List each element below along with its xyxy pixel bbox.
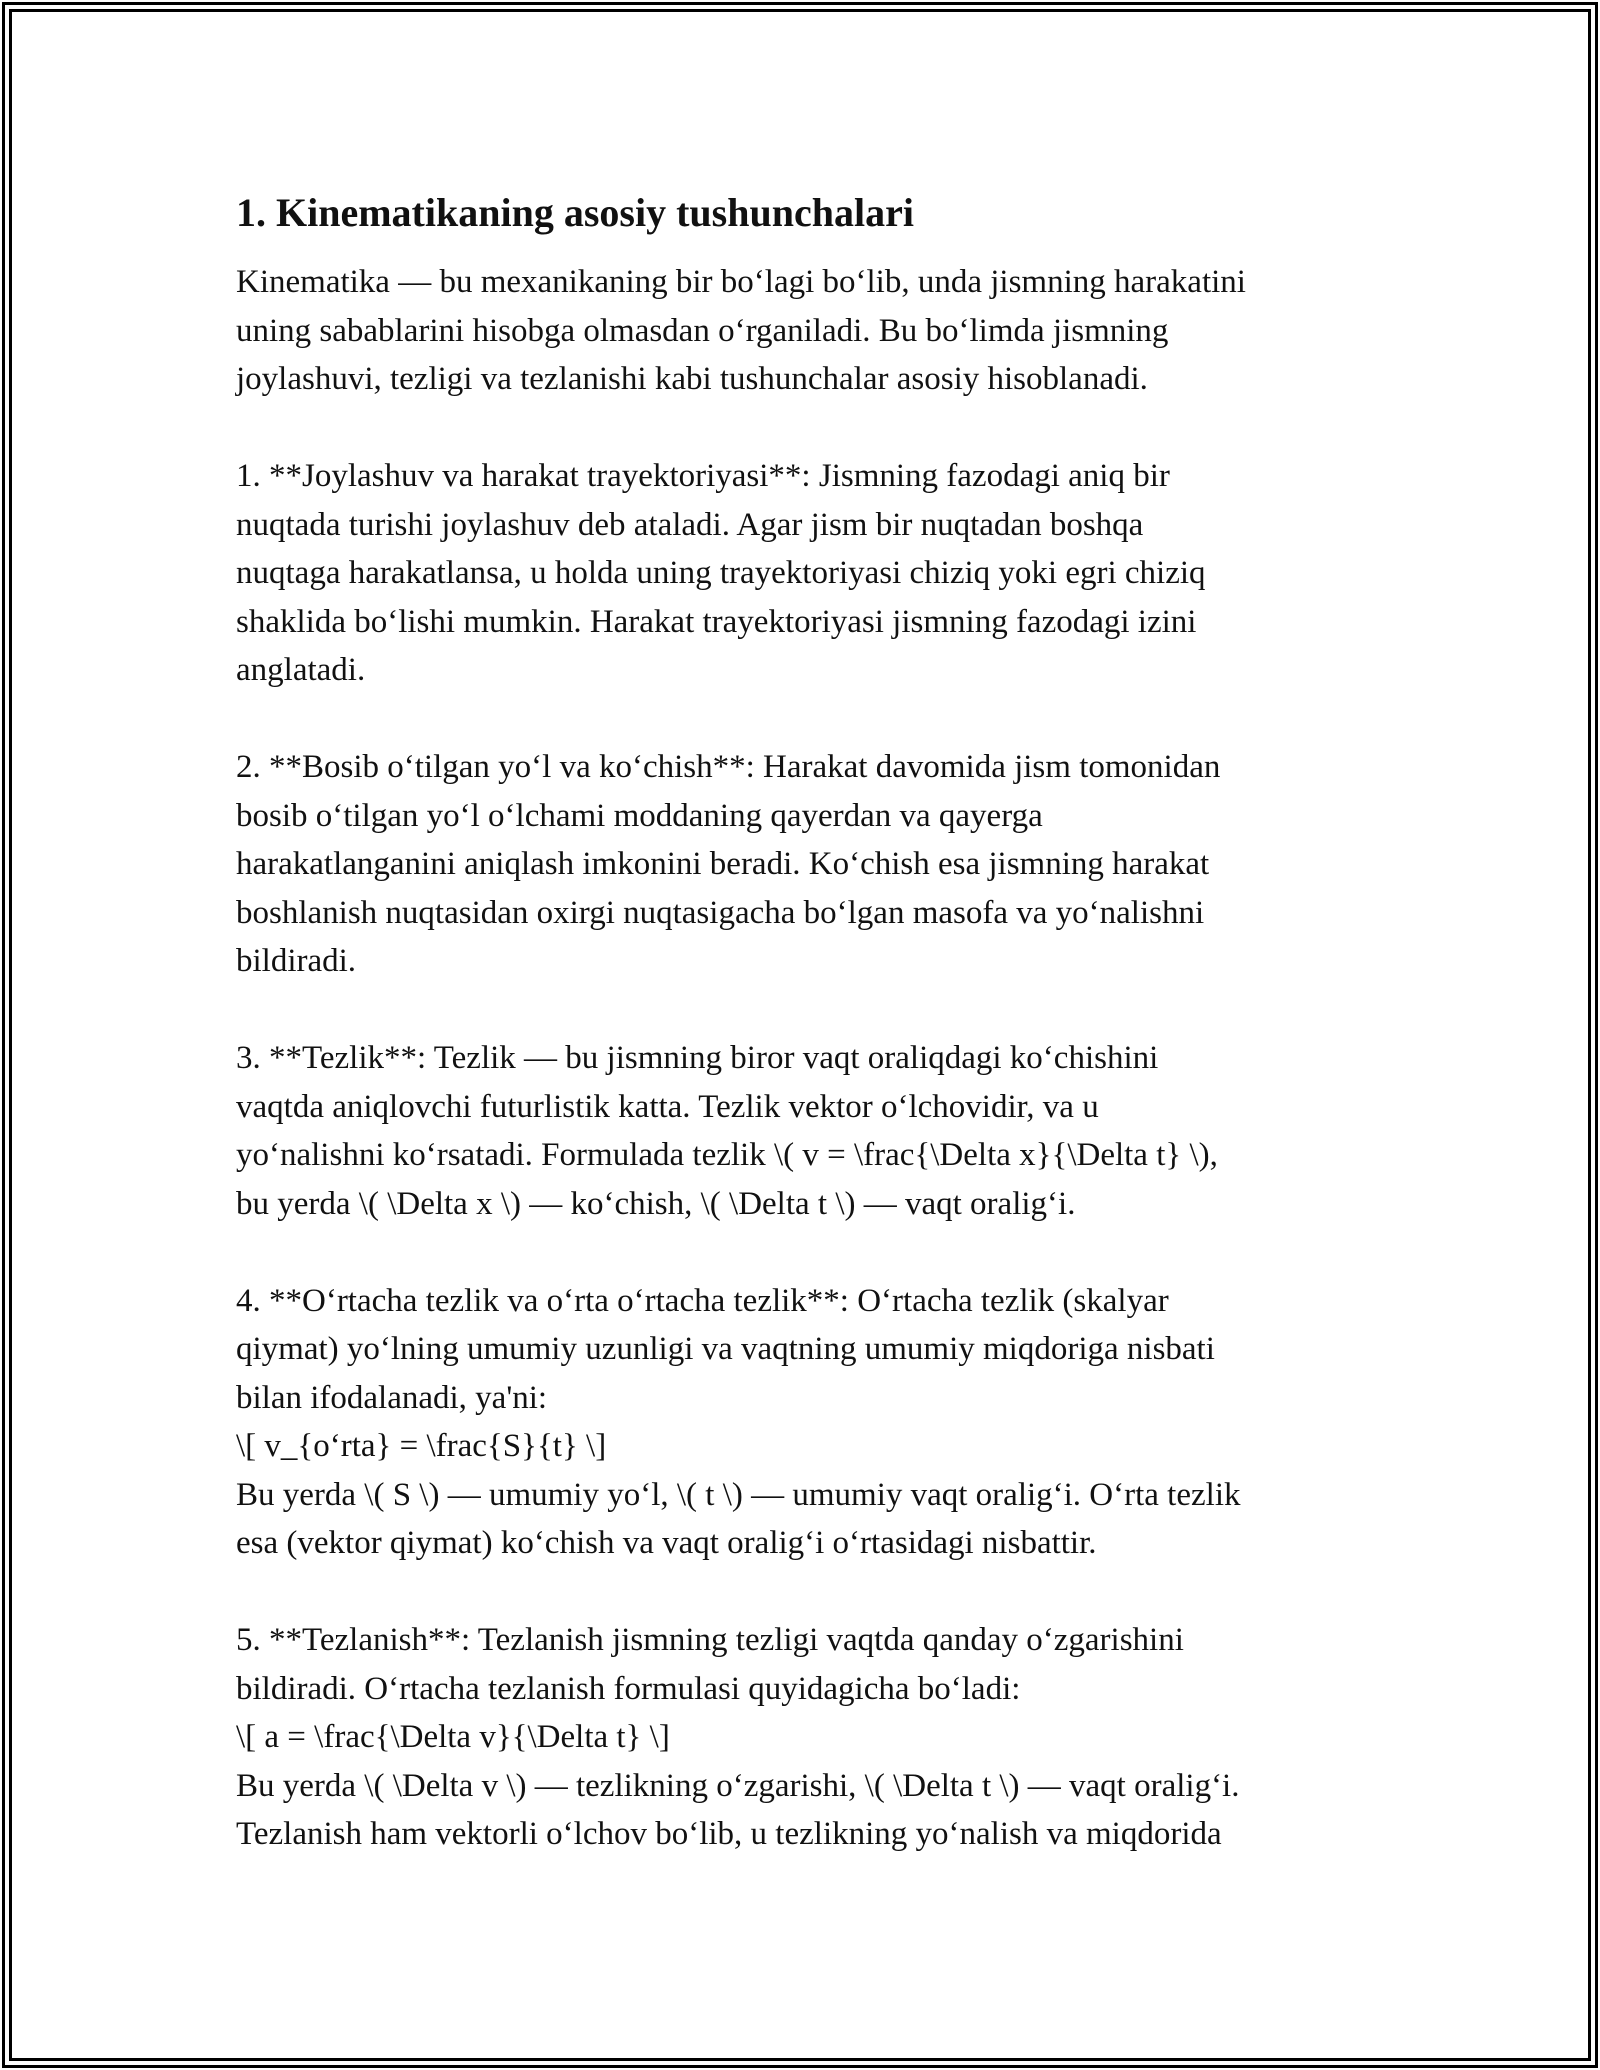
intro-paragraph: Kinematika — bu mexanikaning bir bo‘lagi bo‘lib, unda jismning harakatini uning sabablarini hisobga olmasdan o‘rganiladi. Bu bo‘limda jismning joylashuvi, tezligi va tezlanishi kabi tushunchalar asosiy hisoblanadi. <box>236 264 1246 397</box>
paragraph-spacer <box>236 695 1386 744</box>
paragraph-acceleration: 5. **Tezlanish**: Tezlanish jismning tezligi vaqtda qanday o‘zgarishini bildiradi. O‘rtacha tezlanish formulasi quyidagicha bo‘ladi: \[ a = \frac{\Delta v}{\Delta t} \] Bu yerda \( \Delta v \) — tezlikning o‘zgarishi, \( \Delta t \) — vaqt oralig‘i. Tezlanish ham vektorli o‘lchov bo‘lib, u tezlikning yo‘nalish va miqdorida <box>236 1622 1240 1852</box>
paragraph-spacer <box>236 1568 1386 1617</box>
paragraph-spacer <box>236 404 1386 453</box>
paragraph-position-trajectory: 1. **Joylashuv va harakat trayektoriyasi**: Jismning fazodagi aniq bir nuqtada turishi joylashuv deb ataladi. Agar jism bir nuqtadan boshqa nuqtaga harakatlansa, u holda uning trayektoriyasi chiziq yoki egri chiziq shaklida bo‘lishi mumkin. Harakat trayektoriyasi jismning fazodagi izini anglatadi. <box>236 458 1206 688</box>
document-title: 1. Kinematikaning asosiy tushunchalari <box>236 190 914 235</box>
paragraph-spacer <box>236 986 1386 1035</box>
paragraph-average-velocity: 4. **O‘rtacha tezlik va o‘rta o‘rtacha tezlik**: O‘rtacha tezlik (skalyar qiymat) yo‘lning umumiy uzunligi va vaqtning umumiy miqdoriga nisbati bilan ifodalanadi, ya'ni: \[ v_{o‘rta} = \frac{S}{t} \] Bu yerda \( S \) — umumiy yo‘l, \( t \) — umumiy vaqt oralig‘i. O‘rta tezlik esa (vektor qiymat) ko‘chish va vaqt oralig‘i o‘rtasidagi nisbattir. <box>236 1282 1241 1561</box>
document-body <box>236 184 1386 1859</box>
paragraph-path-displacement: 2. **Bosib o‘tilgan yo‘l va ko‘chish**: Harakat davomida jism tomonidan bosib o‘tilgan yo‘l o‘lchami moddaning qayerdan va qayerga harakatlanganini aniqlash imkonini beradi. Ko‘chish esa jismning harakat boshlanish nuqtasidan oxirgi nuqtasigacha bo‘lgan masofa va yo‘nalishni bildiradi. <box>236 749 1221 979</box>
paragraph-velocity: 3. **Tezlik**: Tezlik — bu jismning biror vaqt oraliqdagi ko‘chishini vaqtda aniqlovchi futurlistik katta. Tezlik vektor o‘lchovidir, va u yo‘nalishni ko‘rsatadi. Formulada tezlik \( v = \frac{\Delta x}{\Delta t} \), bu yerda \( \Delta x \) — ko‘chish, \( \Delta t \) — vaqt oralig‘i. <box>236 1040 1218 1222</box>
paragraph-spacer <box>236 1228 1386 1277</box>
